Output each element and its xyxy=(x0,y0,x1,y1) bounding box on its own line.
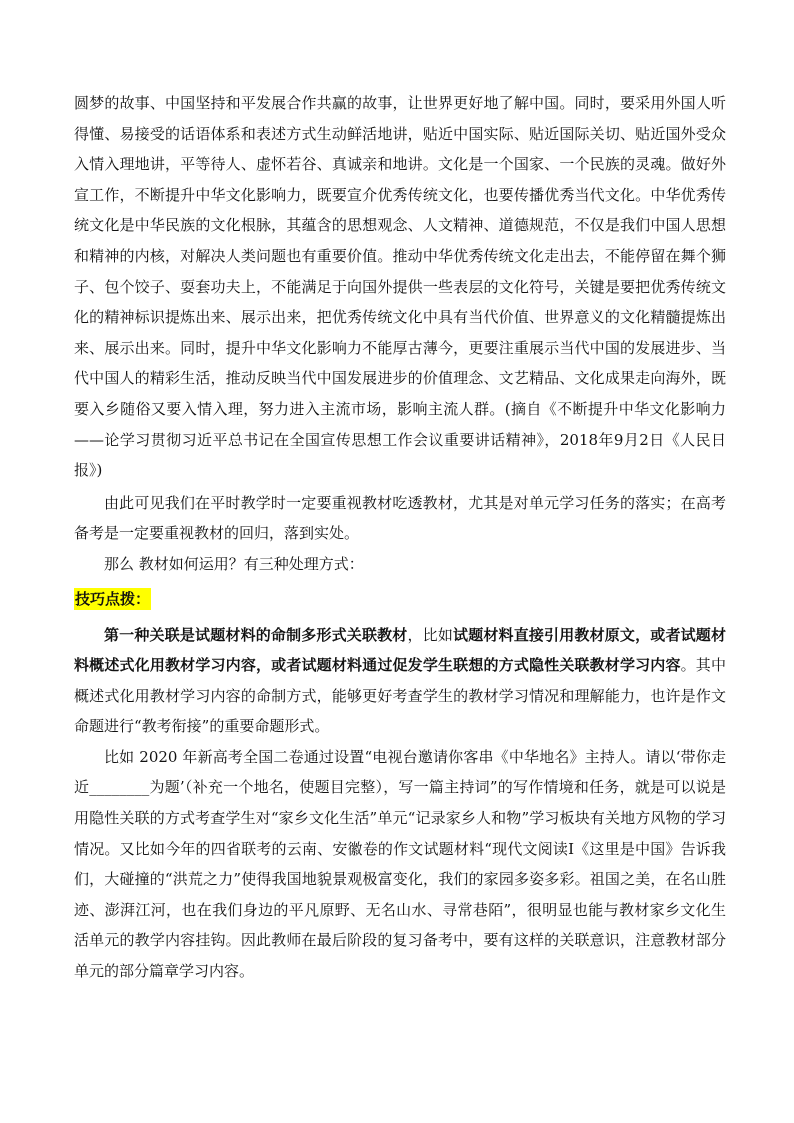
text-1: ，比如 xyxy=(407,625,454,644)
paragraph-example: 比如 2020 年新高考全国二卷通过设置“电视台邀请你客串《中华地名》主持人。请以‘带你走近________为题’（补充一个地名，使题目完整），写一篇主持词”的写作情境和任务，就是可以说是用隐性关联的方式考查学生对“家乡文化生活”单元“记录家乡人和物”学习板块有关地方风物的学习情况。又比如今年的四省联考的云南、安徽卷的作文试题材料“现代文阅读Ⅰ《这里是中国》告诉我们，大碰撞的“洪荒之力”使得我国地貌景观极富变化，我们的家园多姿多彩。祖国之美，在名山胜迹、澎湃江河，也在我们身边的平凡原野、无名山水、寻常巷陌”，很明显也能与教材家乡文化生活单元的教学内容挂钩。因此教师在最后阶段的复习备考中，要有这样的关联意识，注意教材部分单元的部分篇章学习内容。 xyxy=(74,747,726,981)
text-2: 。其中概述式化用教材学习内容的命制方式，能够更好考查学生的教材学习情况和理解能力，也许是作文命题进行“教考衔接”的重要命题形式。 xyxy=(74,656,726,736)
bold-text-1: 第一种关联是试题材料的命制多形式关联教材 xyxy=(104,625,408,644)
tip-label: 技巧点拨： xyxy=(75,589,151,608)
paragraph-first-method xyxy=(74,620,726,742)
paragraph-question: 那么 教材如何运用？有三种处理方式： xyxy=(104,554,364,573)
tip-label-row xyxy=(74,580,726,620)
paragraph-conclusion: 由此可见我们在平时教学时一定要重视教材吃透教材，尤其是对单元学习任务的落实；在高考备考是一定要重视教材的回归，落到实处。 xyxy=(74,493,726,543)
bold-text-2: 试题材料直接引用教材原文，或者试题材料概述式化用教材学习内容，或者试题材料通过促发学生联想的方式隐性关联教材学习内容 xyxy=(74,625,726,675)
paragraph-quote: 圆梦的故事、中国坚持和平发展合作共赢的故事，让世界更好地了解中国。同时，要采用外国人听得懂、易接受的话语体系和表述方式生动鲜活地讲，贴近中国实际、贴近国际关切、贴近国外受众入情入理地讲，平等待人、虚怀若谷、真诚亲和地讲。文化是一个国家、一个民族的灵魂。做好外宣工作，不断提升中华文化影响力，既要宣介优秀传统文化，也要传播优秀当代文化。中华优秀传统文化是中华民族的文化根脉，其蕴含的思想观念、人文精神、道德规范，不仅是我们中国人思想和精神的内核，对解决人类问题也有重要价值。推动中华优秀传统文化走出去，不能停留在舞个狮子、包个饺子、耍套功夫上，不能满足于向国外提供一些表层的文化符号，关键是要把优秀传统文化的精神标识提炼出来、展示出来，把优秀传统文化中具有当代价值、世界意义的文化精髓提炼出来、展示出来。同时，提升中华文化影响力不能厚古薄今，更要注重展示当代中国的发展进步、当代中国人的精彩生活，推动反映当代中国发展进步的价值理念、文艺精品、文化成果走向海外，既要入乡随俗又要入情入理，努力进入主流市场，影响主流人群。(摘自《不断提升中华文化影响力——论学习贯彻习近平总书记在全国宣传思想工作会议重要讲话精神》，2018年9月2日《人民日报》) xyxy=(74,94,726,480)
document-body xyxy=(74,88,726,987)
